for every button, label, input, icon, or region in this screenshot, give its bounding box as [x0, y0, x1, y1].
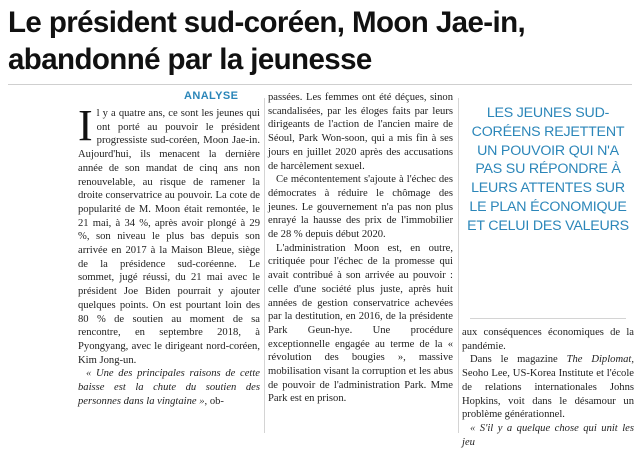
article-column-1: [78, 101, 260, 408]
headline-line-1: Le président sud-coréen, Moon Jae-in,: [8, 6, 526, 39]
headline: [8, 4, 632, 78]
paragraph-2-3: L'administration Moon est, en outre, critiquée pour l'échec de la promesse qui avait contribué à son arrivée au pouvoir : celle d'une société plus juste, après huit années de gestion conservatrice achevées par la destitution, en 2016, de la présidente Park Geun-hye. Une procédure exceptionnelle engagée au terme de la « révolution des bougies », massive mobilisation visant la corruption et les abus de pouvoir de l'administration Park. Mme Park est en prison.: [268, 242, 453, 405]
paragraph-quote: [78, 367, 260, 408]
paragraph-lead: [78, 101, 260, 367]
paragraph-2-2: Ce mécontentement s'ajoute à l'échec des démocrates à réduire le chômage des jeunes. Le gouvernement n'a pas non plus enrayé la hausse des prix de l'immobilier de 28 % depuis début 2020.: [268, 174, 453, 241]
paragraph-3-2-a: Dans le magazine: [470, 354, 567, 366]
column-separator-2: [458, 98, 459, 433]
magazine-name: The Diplomat: [566, 354, 632, 366]
quote-continuation: , ob-: [204, 395, 224, 407]
headline-line-2: abandonné par la jeunesse: [8, 43, 372, 76]
paragraph-3-2-b: , Seoho Lee, US-Korea Institute et l'école de relations internationales Johns Hopkins, voit dans le désamour un problème générationnel.: [462, 354, 635, 421]
paragraph-3-2: [462, 353, 634, 422]
lead-text: l y a quatre ans, ce sont les jeunes qui ont porté au pouvoir le président progressiste sud-coréen, Moon Jae-in. Aujourd'hui, ils menacent la dernière année de son mandat de cinq ans non renouvelable, au risque de ramener la droite conservatrice au pouvoir. La cote de popularité de M. Moon était remontée, le 21 mai, à 34 %, après avoir plongé à 29 %, son niveau le plus bas depuis son arrivée en 2017 à la Maison Bleue, siège de la présidence sud-coréenne. Le sommet, jugé réussi, du 21 mai avec le président Joe Biden pourrait y ajouter quelques points. On est pourtant loin des 80 % de soutien au moment de sa rencontre, en septembre 2018, à Pyongyang, avec le dirigeant nord-coréen, Kim Jong-un.: [78, 108, 260, 366]
paragraph-3-1: aux conséquences économiques de la pandémie.: [462, 327, 634, 352]
drop-cap: I: [78, 101, 93, 150]
paragraph-2-1: passées. Les femmes ont été déçues, sinon scandalisées, par les éloges faits par leurs dirigeants de l'action de l'ancien maire de Séoul, Park Won-soon, qui a mis fin à ses jours en juillet 2020 après des accusations de harcèlement sexuel.: [268, 92, 453, 172]
pull-quote: LES JEUNES SUD-CORÉENS REJETTENT UN POUVOIR QUI N'A PAS SU RÉPONDRE À LEURS ATTENTES SUR LE PLAN ÉCONOMIQUE ET CELUI DES VALEURS: [467, 105, 629, 234]
quote-text: « Une des principales raisons de cette baisse est la chute du soutien des personnes dans la vingtaine »: [78, 368, 260, 407]
headline-divider: [8, 84, 632, 85]
section-label: ANALYSE: [184, 90, 239, 102]
article-column-2: [268, 91, 453, 406]
paragraph-3-3: « S'il y a quelque chose qui unit les jeu: [462, 422, 634, 448]
pull-quote-divider: [470, 318, 626, 319]
article-column-3: [462, 326, 634, 449]
column-separator-1: [264, 98, 265, 433]
